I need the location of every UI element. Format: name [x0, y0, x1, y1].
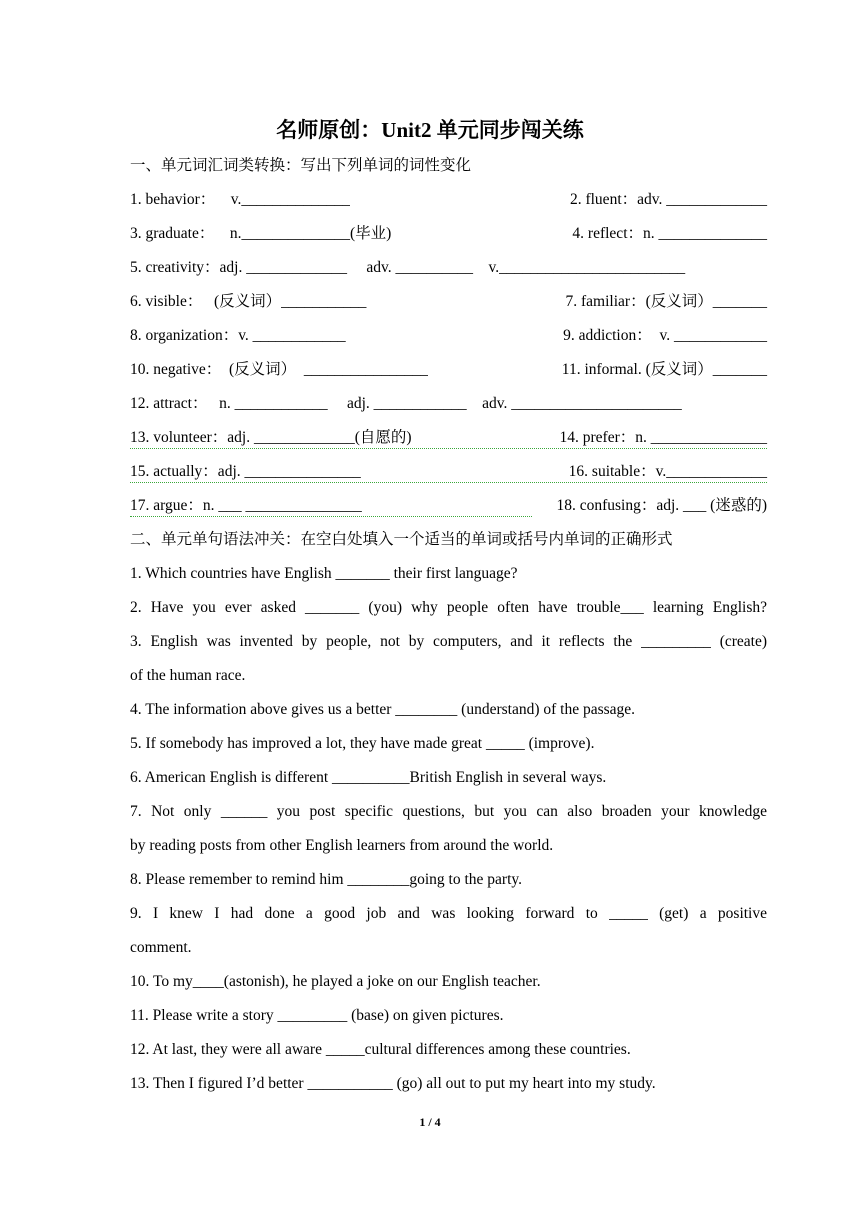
question-line: 11. Please write a story _________ (base) on given pictures. — [130, 1007, 504, 1024]
vocab-item: 16. suitable：v._____________ — [568, 463, 767, 480]
vocab-item: 6. visible： (反义词）___________ — [130, 293, 367, 310]
vocab-item: 15. actually：adj. _______________ — [130, 463, 361, 480]
vocab-row — [130, 462, 767, 483]
vocab-item: 8. organization：v. ____________ — [130, 327, 346, 344]
vocab-row — [130, 258, 767, 278]
document-title: 名师原创：Unit2 单元同步闯关练 — [276, 118, 584, 142]
vocab-item: 3. graduate： n.______________(毕业) — [130, 225, 392, 242]
question-line: 1. Which countries have English _______ their first language? — [130, 565, 518, 582]
vocab-row — [130, 428, 767, 449]
vocab-item: 9. addiction： v. ____________ — [563, 327, 767, 344]
vocab-item: 4. reflect：n. ______________ — [572, 225, 767, 242]
vocab-item: 5. creativity：adj. _____________ adv. __________ v.________________________ — [130, 259, 686, 276]
vocab-item: 1. behavior： v.______________ — [130, 191, 350, 208]
question-line: 3. English was invented by people, not by computers, and it reflects the _________ (create) — [130, 633, 767, 650]
question-line: 9. I knew I had done a good job and was looking forward to _____ (get) a positive — [130, 905, 767, 922]
vocab-item: 10. negative： (反义词） ________________ — [130, 361, 428, 378]
vocab-item: 17. argue：n. ___ _______________ — [130, 496, 532, 517]
question-line: 7. Not only ______ you post specific questions, but you can also broaden your knowledge — [130, 803, 767, 820]
question-line: by reading posts from other English learners from around the world. — [130, 837, 554, 854]
vocab-row — [130, 360, 767, 380]
vocab-item: 2. fluent：adv. _____________ — [569, 191, 767, 208]
question-line: comment. — [130, 939, 192, 956]
vocab-row — [130, 326, 767, 346]
vocab-item: 12. attract： n. ____________ adj. ____________ adv. ______________________ — [130, 395, 682, 412]
vocab-item: 14. prefer：n. _______________ — [559, 429, 767, 446]
question-line: 5. If somebody has improved a lot, they have made great _____ (improve). — [130, 735, 595, 752]
question-line: 13. Then I figured I’d better ___________ (go) all out to put my heart into my study. — [130, 1075, 656, 1092]
vocab-item: 13. volunteer：adj. _____________(自愿的) — [130, 429, 412, 446]
section2-heading: 二、单元单句语法冲关：在空白处填入一个适当的单词或括号内单词的正确形式 — [130, 531, 673, 548]
vocab-item: 18. confusing：adj. ___ (迷惑的) — [556, 497, 767, 514]
vocab-row — [130, 292, 767, 312]
vocab-row — [130, 394, 767, 414]
vocab-item: 11. informal. (反义词）_______ — [561, 361, 767, 378]
vocab-row — [130, 224, 767, 244]
question-line: 4. The information above gives us a better ________ (understand) of the passage. — [130, 701, 636, 718]
vocab-row — [130, 496, 767, 516]
section1-heading: 一、单元词汇词类转换：写出下列单词的词性变化 — [130, 157, 472, 174]
question-line: 12. At last, they were all aware _____cultural differences among these countries. — [130, 1041, 631, 1058]
question-line: 2. Have you ever asked _______ (you) why people often have trouble___ learning English? — [130, 599, 767, 616]
question-line: 10. To my____(astonish), he played a joke on our English teacher. — [130, 973, 541, 990]
question-line: 8. Please remember to remind him ________going to the party. — [130, 871, 523, 888]
vocab-item: 7. familiar：(反义词）_______ — [565, 293, 767, 310]
question-line: of the human race. — [130, 667, 246, 684]
question-line: 6. American English is different __________British English in several ways. — [130, 769, 607, 786]
page-number: 1 / 4 — [419, 1115, 441, 1129]
vocab-row — [130, 190, 767, 210]
